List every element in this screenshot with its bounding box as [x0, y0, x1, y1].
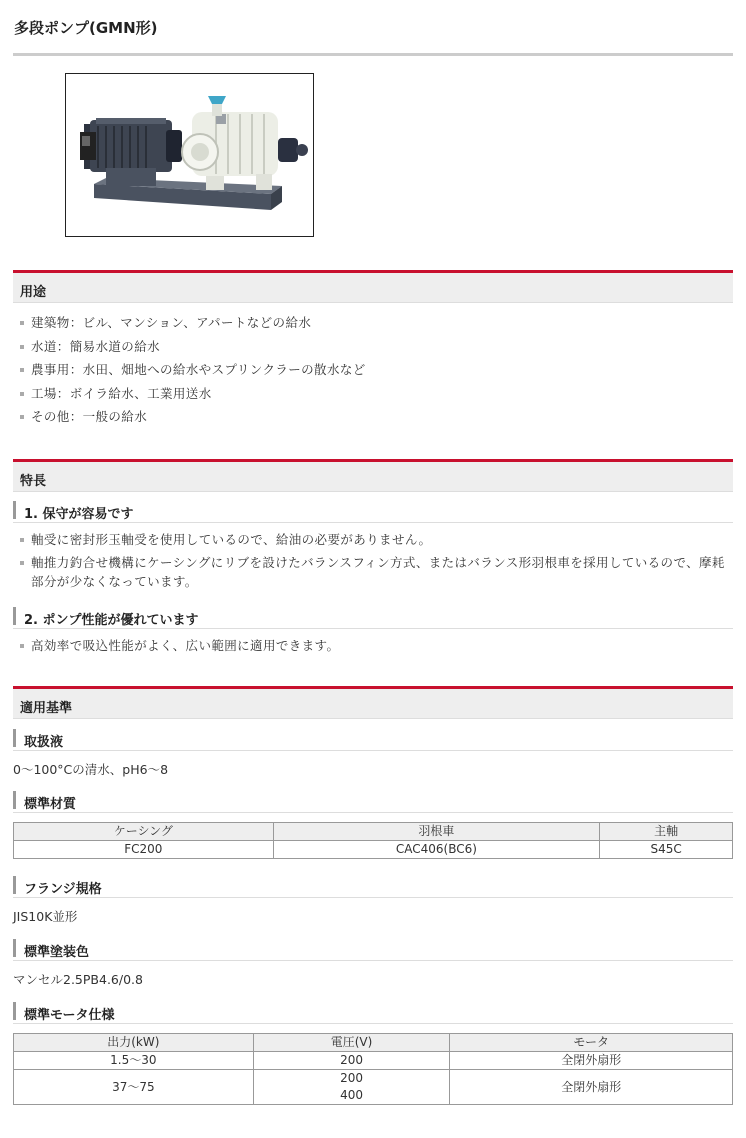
motor-heading [13, 1000, 733, 1024]
column-header: 主軸 [600, 823, 733, 841]
usage-heading-text: 用途 [20, 285, 47, 300]
features-heading-text: 特長 [20, 474, 47, 489]
usage-section-heading [13, 270, 733, 303]
feature-1-title: 1. 保守が容易です [24, 507, 134, 522]
table-cell: CAC406(BC6) [273, 841, 600, 859]
materials-table [13, 822, 733, 859]
list-item: 水道：簡易水道の給水 [18, 335, 728, 359]
column-header: 出力(kW) [14, 1034, 254, 1052]
table-cell: S45C [600, 841, 733, 859]
list-item: 農事用：水田、畑地への給水やスプリンクラーの散水など [18, 358, 728, 382]
liquid-heading [13, 727, 733, 751]
standards-section-heading [13, 686, 733, 719]
flange-value: JIS10K並形 [13, 909, 78, 924]
voltage-line: 200 [340, 1071, 363, 1085]
flange-heading [13, 874, 733, 898]
list-item: 軸推力釣合せ機構にケーシングにリブを設けたバランスフィン方式、またはバランス形羽根車を採用しているので、摩耗部分が少なくなっています。 [18, 553, 728, 591]
product-photo [65, 73, 314, 237]
table-cell: 37〜75 [14, 1070, 254, 1105]
table-cell: FC200 [14, 841, 274, 859]
liquid-value: 0〜100°Cの清水、pH6〜8 [13, 762, 169, 777]
flange-title: フランジ規格 [24, 882, 102, 897]
voltage-line: 400 [340, 1088, 363, 1102]
list-item: 工場：ボイラ給水、工業用送水 [18, 382, 728, 406]
table-cell: 全閉外扇形 [450, 1070, 733, 1105]
table-header-row [14, 1034, 733, 1052]
list-item: 軸受に密封形玉軸受を使用しているので、給油の必要がありません。 [18, 530, 728, 549]
title-divider [13, 53, 733, 56]
motor-table [13, 1033, 733, 1105]
column-header: 電圧(V) [253, 1034, 450, 1052]
feature-2-heading [13, 605, 733, 629]
feature-1-list [18, 530, 728, 591]
paint-title: 標準塗装色 [24, 945, 90, 960]
paint-value: マンセル2.5PB4.6/0.8 [13, 972, 143, 987]
liquid-title: 取扱液 [24, 735, 64, 750]
pump-illustration [66, 74, 314, 237]
table-row [14, 841, 733, 859]
table-cell: 全閉外扇形 [450, 1052, 733, 1070]
table-cell: 1.5〜30 [14, 1052, 254, 1070]
table-cell [253, 1070, 450, 1105]
table-row [14, 1052, 733, 1070]
table-header-row [14, 823, 733, 841]
column-header: ケーシング [14, 823, 274, 841]
list-item: その他：一般の給水 [18, 405, 728, 429]
list-item: 高効率で吸込性能がよく、広い範囲に適用できます。 [18, 636, 728, 655]
feature-1-heading [13, 499, 733, 523]
table-row [14, 1070, 733, 1105]
usage-list [18, 311, 728, 429]
column-header: モータ [450, 1034, 733, 1052]
features-section-heading [13, 459, 733, 492]
paint-heading [13, 937, 733, 961]
materials-title: 標準材質 [24, 797, 77, 812]
motor-title: 標準モータ仕様 [24, 1008, 115, 1023]
table-cell: 200 [253, 1052, 450, 1070]
materials-heading [13, 789, 733, 813]
feature-2-list [18, 636, 728, 655]
page-title: 多段ポンプ(GMN形) [14, 19, 158, 37]
column-header: 羽根車 [273, 823, 600, 841]
feature-2-title: 2. ポンプ性能が優れています [24, 613, 199, 628]
standards-heading-text: 適用基準 [20, 701, 73, 716]
list-item: 建築物：ビル、マンション、アパートなどの給水 [18, 311, 728, 335]
